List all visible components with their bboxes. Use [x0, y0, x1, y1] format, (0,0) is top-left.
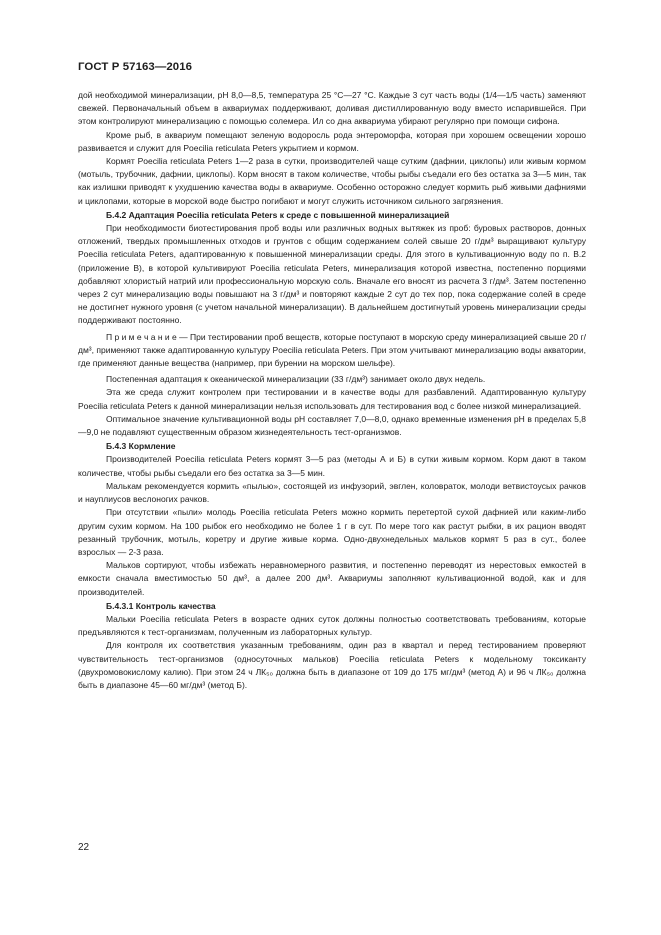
paragraph: дой необходимой минерализации, pH 8,0—8,5, температура 25 °С—27 °С. Каждые 3 сут часть воды (1/4—1/5 часть) заменяют свежей. Первоначальный объем в аквариумах поддерживают, доливая дистиллированную воду вместо испарившейся. При этом контролируют минерализацию с помощью солемера. Ил со дна аквариума убирают регулярно при помощи сифона.	[78, 90, 586, 127]
paragraph: При необходимости биотестирования проб воды или различных водных вытяжек из проб: буровых растворов, донных отложений, твердых промышленных отходов и грунтов с общим содержанием солей свыше 20 г/дм³ выращивают культуру Poecilia reticulata Peters, адаптированную к повышенной минерализации среды. Для этого в культивационную воду по п. В.2 (приложение В), в которой культивируют Poecilia reticulata Peters, минерализация которой известна, постепенно порциями добавляют хлористый натрий или профессиональную морскую соль. Вначале его вносят из расчета 3 г/дм³. Затем постепенно через 2 сут минерализацию воды повышают на 3 г/дм³ и повторяют каждые 2 сут до тех пор, пока содержание солей в среде не достигнет нужного уровня (с учетом начальной минерализации). В дальнейшем достигнутый уровень минерализации среды поддерживают постоянно.	[78, 223, 586, 326]
paragraph: Кроме рыб, в аквариум помещают зеленую водоросль рода энтероморфа, которая при хорошем освещении хорошо развивается и служит для Poecilia reticulata Peters укрытием и кормом.	[78, 129, 586, 153]
paragraph: Мальки Poecilia reticulata Peters в возрасте одних суток должны полностью соответствовать требованиям, которые предъявляются к тест-организмам, полученным из лабораторных культур.	[78, 613, 586, 638]
section-heading: Б.4.3.1 Контроль качества	[106, 600, 216, 611]
paragraph: Оптимальное значение культивационной воды pH составляет 7,0—8,0, однако временные изменения pH в пределах 5,8—9,0 не подавляют существенным образом жизнедеятельность тест-организмов.	[78, 413, 586, 438]
paragraph: Эта же среда служит контролем при тестировании и в качестве воды для разбавлений. Адаптированную культуру Poecilia reticulata Peters к данной минерализации нельзя использовать для тестирования вод с более низкой минерализацией.	[78, 387, 586, 411]
paragraph: Мальков сортируют, чтобы избежать неравномерного развития, и постепенно переводят из нерестовых емкостей в емкости сначала вместимостью 50 дм³, а далее 200 дм³. Аквариумы заполняют культивационной водой, как и для производителей.	[78, 560, 586, 597]
section-heading: Б.4.3 Кормление	[106, 441, 176, 452]
paragraph: Кормят Poecilia reticulata Peters 1—2 раза в сутки, производителей чаще сутким (дафнии, циклопы) или живым кормом (мотыль, трубочник, дафнии, циклопы). Корм вносят в таком количестве, чтобы рыбы съедали его без остатка за 3—5 мин, так как излишки приводят к ухудшению качества воды в аквариуме. Особенно осторожно следует кормить рыб живыми дафниями и циклопами, которые в морской воде быстро погибают и могут служить источником сильного загрязнения.	[78, 156, 586, 206]
document-body	[78, 89, 586, 692]
document-header: ГОСТ Р 57163—2016	[78, 61, 193, 73]
paragraph: Малькам рекомендуется кормить «пылью», состоящей из инфузорий, эвглен, коловраток, молоди ветвистоусых рачков и науплиусов веслоногих рачков.	[78, 480, 586, 505]
note: П р и м е ч а н и е — При тестировании проб веществ, которые поступают в морскую среду минерализацией свыше 20 г/дм³, применяют также адаптированную культуру Poecilia reticulata Peters. При этом учитывают минерализацию воды акватории, где применяют данные вещества (например, при бурении на морском шельфе).	[78, 331, 586, 369]
section-heading: Б.4.2 Адаптация Poecilia reticulata Peters к среде с повышенной минерализацией	[106, 209, 450, 220]
paragraph: При отсутствии «пыли» молодь Poecilia reticulata Peters можно кормить перетертой сухой дафнией или каким-либо другим сухим кормом. На 100 рыбок его необходимо не более 1 г в сут. По мере того как растут рыбки, в их рацион вводят резанный трубочник, мотыль, коретру и другие живые корма. Одно-двухнедельных мальков кормят 5 раз в сут., более взрослых — 2-3 раза.	[78, 507, 586, 557]
paragraph: Для контроля их соответствия указанным требованиям, один раз в квартал и перед тестированием проверяют чувствительность тест-организмов (односуточных мальков) Poecilia reticulata Peters к модельному токсиканту (двухромовокислому калию). При этом 24 ч ЛК₅₀ должна быть в диапазоне от 109 до 175 мг/дм³ (метод А) и 96 ч ЛК₅₀ должна быть в диапазоне 45—60 мг/дм³ (метод Б).	[78, 640, 586, 690]
page-number: 22	[78, 842, 90, 853]
paragraph: Производителей Poecilia reticulata Peters кормят 3—5 раз (методы А и Б) в сутки живым кормом. Корм дают в таком количестве, чтобы рыбы съедали его без остатка за 3—5 мин.	[78, 454, 586, 478]
paragraph: Постепенная адаптация к океанической минерализации (33 г/дм³) занимает около двух недель.	[106, 374, 486, 385]
